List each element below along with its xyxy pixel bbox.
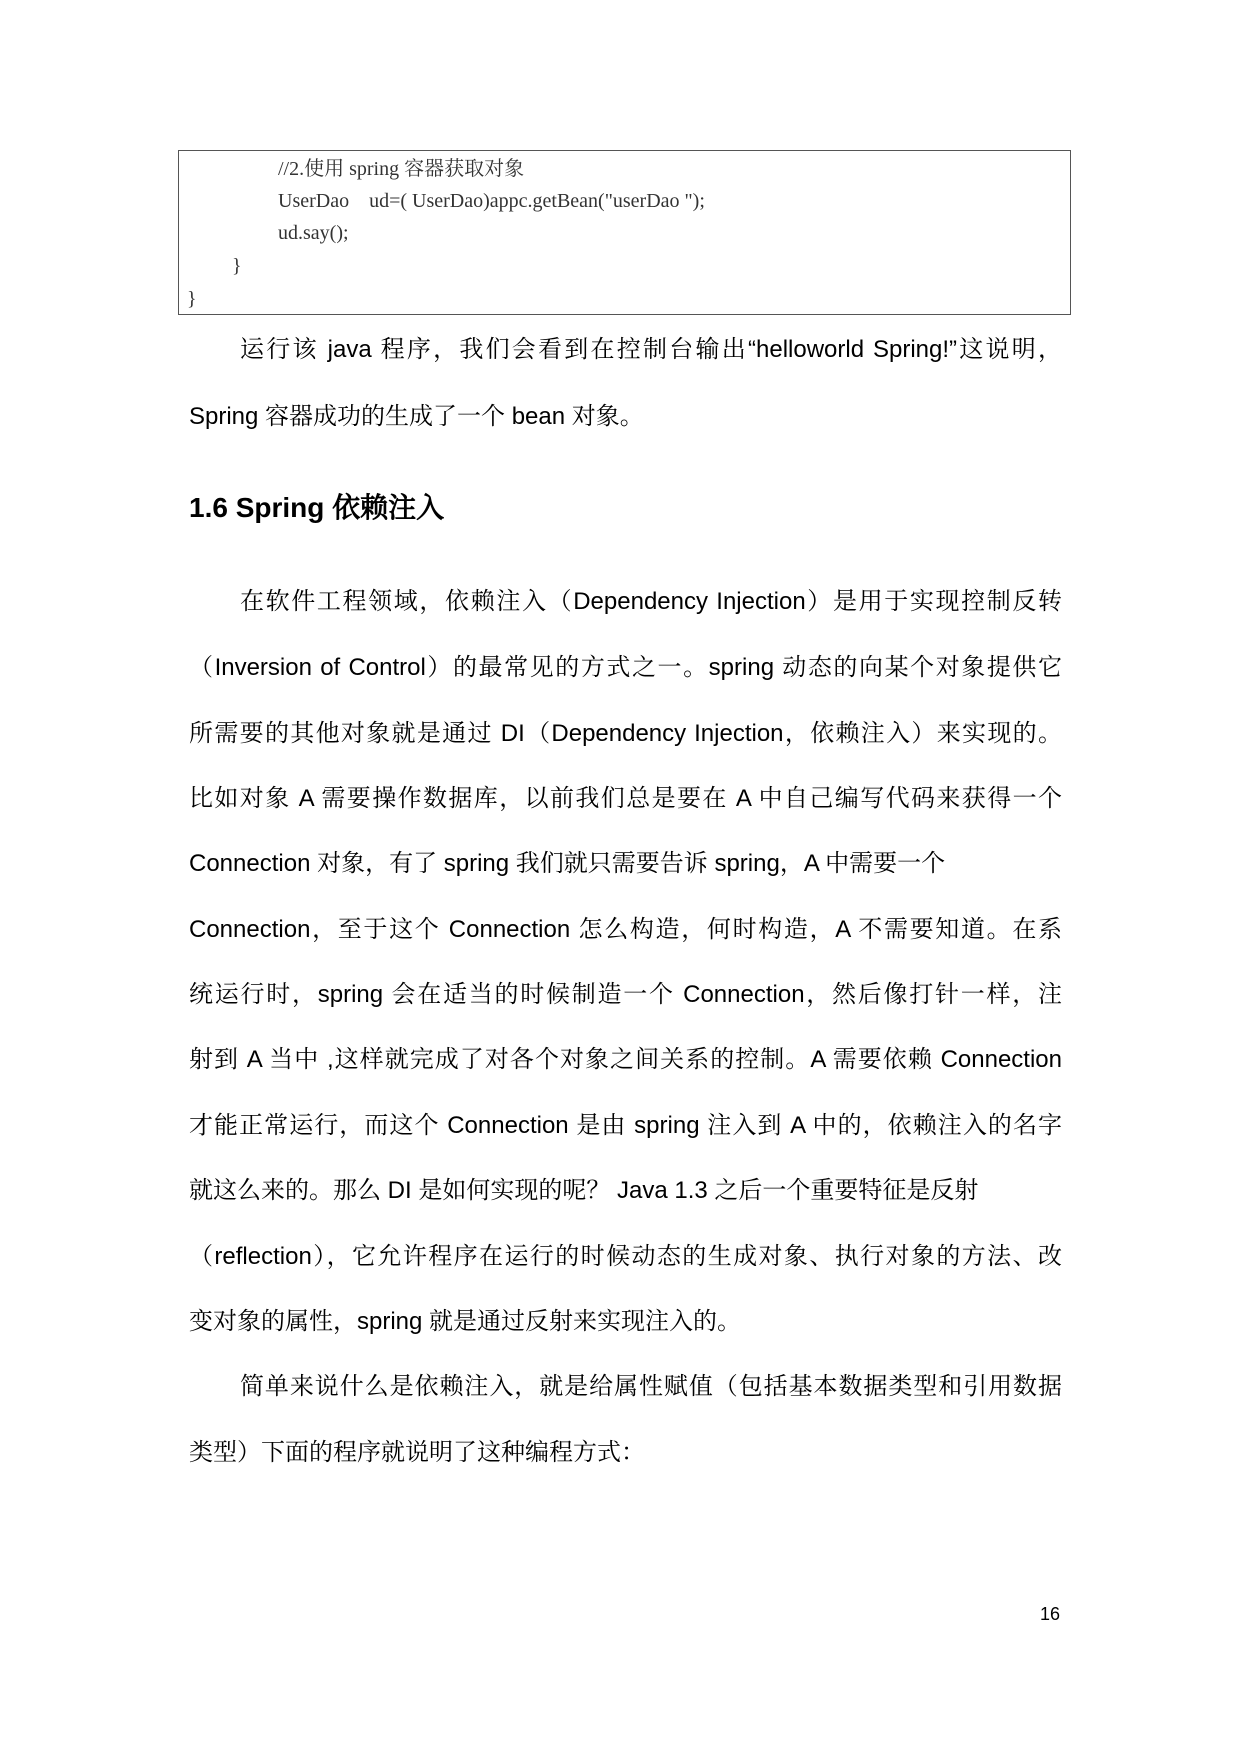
- paragraph-line: 比如对象 A 需要操作数据库，以前我们总是要在 A 中自己编写代码来获得一个: [189, 785, 1062, 812]
- code-line: }: [187, 288, 197, 310]
- paragraph-line: 简单来说什么是依赖注入，就是给属性赋值（包括基本数据类型和引用数据: [240, 1373, 1062, 1400]
- page-number: 16: [1040, 1604, 1061, 1624]
- paragraph-line: 在软件工程领域，依赖注入（Dependency Injection）是用于实现控制反转: [240, 588, 1062, 615]
- paragraph-line: Spring 容器成功的生成了一个 bean 对象。: [189, 403, 644, 430]
- paragraph-line: Connection，至于这个 Connection 怎么构造，何时构造，A 不需要知道。在系: [189, 916, 1062, 943]
- paragraph-line: 统运行时，spring 会在适当的时候制造一个 Connection，然后像打针一样，注: [189, 981, 1062, 1008]
- paragraph-line: 就这么来的。那么 DI 是如何实现的呢？ Java 1.3 之后一个重要特征是反射: [189, 1177, 979, 1204]
- section-heading: 1.6 Spring 依赖注入: [189, 492, 445, 523]
- paragraph-line: （reflection），它允许程序在运行的时候动态的生成对象、执行对象的方法、改: [189, 1243, 1062, 1270]
- paragraph-line: （Inversion of Control）的最常见的方式之一。spring 动态的向某个对象提供它: [189, 654, 1062, 681]
- paragraph-line: 所需要的其他对象就是通过 DI（Dependency Injection，依赖注入）来实现的。: [189, 720, 1062, 747]
- paragraph-line: 类型）下面的程序就说明了这种编程方式：: [189, 1439, 645, 1466]
- code-line: UserDao ud=( UserDao)appc.getBean("userDao ");: [278, 190, 705, 212]
- code-line: //2.使用 spring 容器获取对象: [278, 158, 525, 180]
- code-line: }: [232, 255, 242, 277]
- paragraph-line: 变对象的属性，spring 就是通过反射来实现注入的。: [189, 1308, 742, 1335]
- paragraph-line: Connection 对象，有了 spring 我们就只需要告诉 spring，A 中需要一个: [189, 850, 946, 877]
- paragraph-line: 射到 A 当中 ,这样就完成了对各个对象之间关系的控制。A 需要依赖 Connection: [189, 1046, 1062, 1073]
- code-line: ud.say();: [278, 222, 349, 244]
- paragraph-line: 才能正常运行，而这个 Connection 是由 spring 注入到 A 中的，依赖注入的名字: [189, 1112, 1062, 1139]
- paragraph-line: 运行该 java 程序，我们会看到在控制台输出“helloworld Spring!”这说明，: [240, 336, 1062, 363]
